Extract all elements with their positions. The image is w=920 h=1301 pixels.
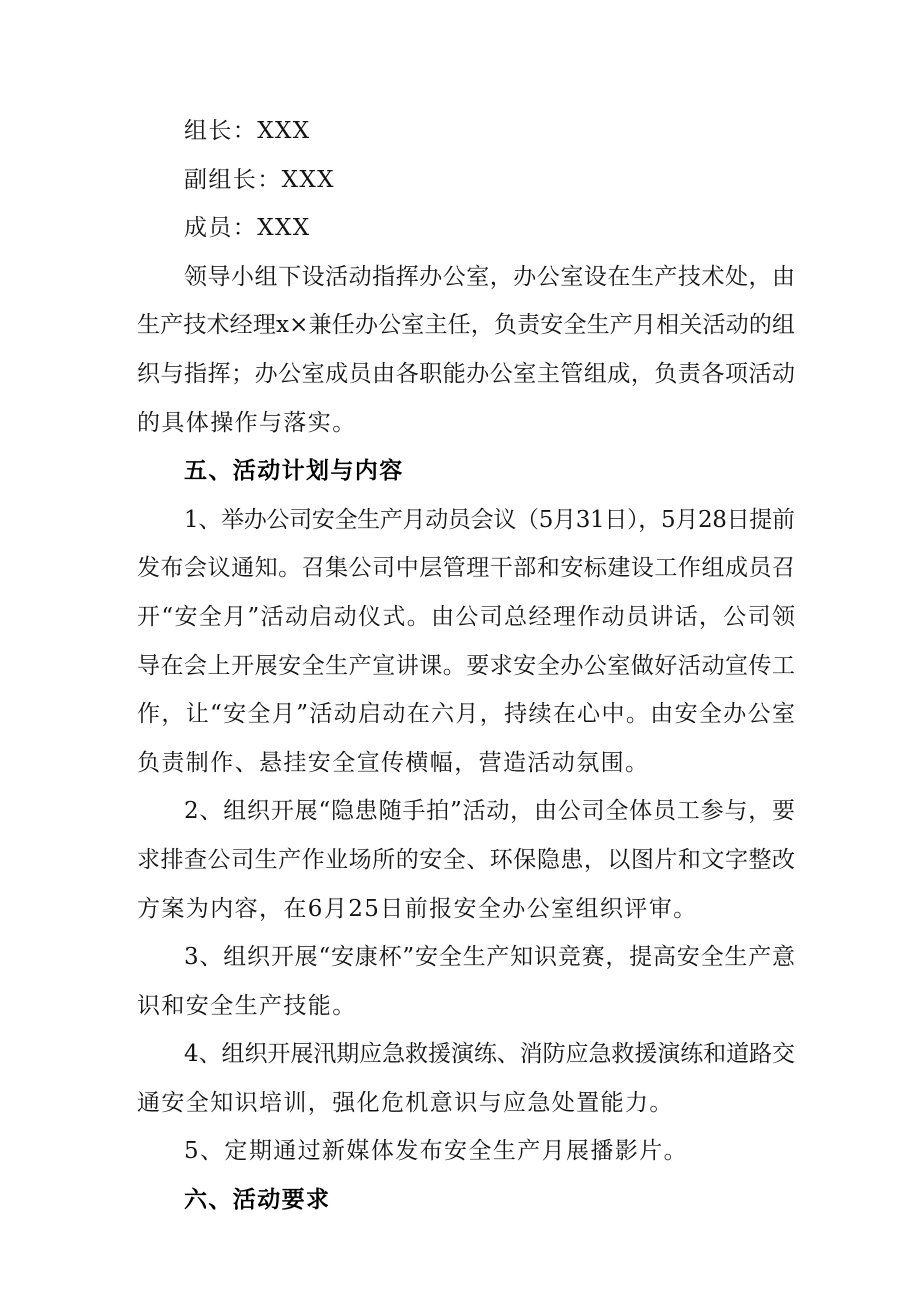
text-line-content: 1、举办公司安全生产月动员会议（5月31日），5月28日提前	[184, 506, 795, 533]
text-line-content: 3、组织开展“安康杯”安全生产知识竞赛，提高安全生产意	[184, 944, 796, 971]
members-line	[137, 204, 795, 253]
text-line	[137, 642, 795, 691]
text-line	[137, 1030, 795, 1079]
text-line-content: 4、组织开展汛期应急救援演练、消防应急救援演练和道路交	[184, 1041, 795, 1068]
text-line-content: 作，让“安全月”活动启动在六月，持续在心中。由安全办公室	[137, 701, 797, 728]
text-line-content: 2、组织开展“隐患随手拍”活动，由公司全体员工参与，要	[184, 798, 796, 825]
text-line	[137, 544, 795, 593]
text-line	[137, 690, 795, 739]
text-line-content: 导在会上开展安全生产宣讲课。要求安全办公室做好活动宣传工	[137, 652, 796, 679]
text-line	[137, 593, 795, 642]
section-5-heading-text: 五、活动计划与内容	[184, 458, 404, 485]
text-line	[137, 836, 795, 885]
deputy-leader-text: 副组长：XXX	[184, 166, 335, 193]
section-6-heading	[137, 1176, 795, 1225]
leader-text: 组长：XXX	[184, 118, 311, 144]
members-text: 成员：XXX	[184, 215, 311, 242]
plan-item-2	[137, 787, 795, 933]
text-line	[137, 496, 795, 545]
leadership-list	[137, 107, 795, 253]
plan-item-3	[137, 933, 795, 1030]
plan-item-5	[137, 1127, 795, 1176]
plan-item-4	[137, 1030, 795, 1127]
text-line	[137, 933, 795, 982]
text-line-content: 织与指挥；办公室成员由各职能办公室主管组成，负责各项活动	[137, 360, 796, 387]
text-line-content: 5、定期通过新媒体发布安全生产月展播影片。	[184, 1138, 689, 1165]
text-line-content: 发布会议通知。召集公司中层管理干部和安标建设工作组成员召	[137, 555, 796, 582]
text-line	[137, 253, 795, 302]
text-line-content: 领导小组下设活动指挥办公室，办公室设在生产技术处，由	[184, 263, 796, 290]
text-line	[137, 350, 795, 399]
text-line-content: 识和安全生产技能。	[137, 992, 357, 1019]
text-line-content: 开“安全月”活动启动仪式。由公司总经理作动员讲话，公司领	[137, 603, 797, 630]
text-line	[137, 885, 795, 934]
deputy-leader-line	[137, 156, 795, 205]
text-line-content: 方案为内容，在6月25日前报安全办公室组织评审。	[137, 895, 698, 922]
text-line	[137, 301, 795, 350]
text-line	[137, 787, 795, 836]
office-paragraph	[137, 253, 795, 447]
text-line-content: 的具体操作与落实。	[137, 409, 357, 436]
text-line-content: 负责制作、悬挂安全宣传横幅，营造活动氛围。	[137, 749, 650, 776]
leader-line	[137, 107, 795, 156]
plan-item-1	[137, 496, 795, 788]
text-line	[137, 1079, 795, 1128]
section-5-heading	[137, 447, 795, 496]
section-6-heading-text: 六、活动要求	[184, 1187, 331, 1214]
text-line	[137, 399, 795, 448]
text-line	[137, 1127, 795, 1176]
document-page	[137, 107, 795, 1225]
text-line-content: 求排查公司生产作业场所的安全、环保隐患，以图片和文字整改	[137, 846, 796, 873]
text-line-content: 生产技术经理x×兼任办公室主任，负责安全生产月相关活动的组	[137, 312, 796, 339]
text-line	[137, 739, 795, 788]
text-line	[137, 982, 795, 1031]
text-line-content: 通安全知识培训，强化危机意识与应急处置能力。	[137, 1089, 674, 1116]
